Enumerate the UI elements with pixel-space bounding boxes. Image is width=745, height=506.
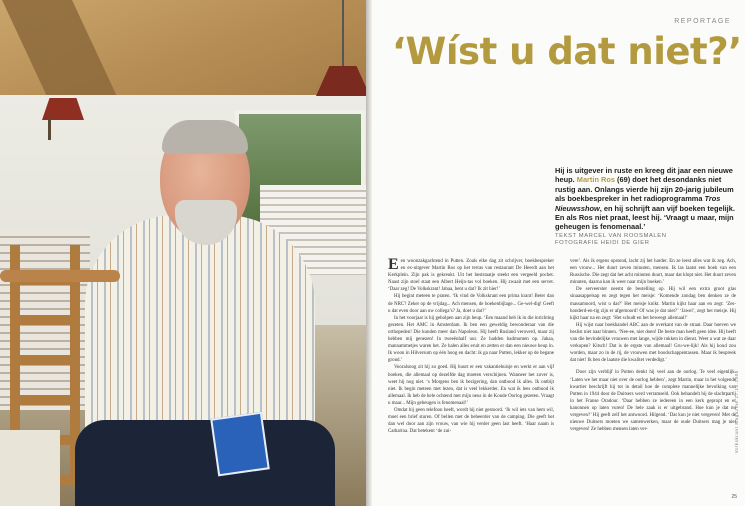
body-paragraph: en woonzakgachtend in Putten. Zoals elke dag zit schrijver, boekbespreker en ex-uitgever Martin Ros op het terras van restaurant De Heerdt aan het Kerkplein. Zijn pak is gekreukt. Uit het beststaatje steekt een vergeeld pochet. Naast zijn stoel staat een Albert Heijn-tas vol boeken. Hij zwaait met een servet. ‘Daar zeg! De Volkskrant! Jahaa, bent u dat? Ik zit hier!’: [388, 259, 554, 293]
man-trousers: [75, 420, 335, 506]
body-paragraph: Hij begint meteen te praten. ‘Ik vind de Volkskrant een prima krant! Beter dan de NRC? Zeker op de vrijdag... Ach mensen, de boekenbijlage... Ge-wel-dig! Geeft u dat even door aan uw collega’s? Ja, doet u dat?’: [388, 294, 554, 314]
article-page: [372, 0, 745, 506]
headline: ‘Wíst u dat niet?’: [392, 30, 742, 73]
drop-cap: E: [388, 256, 399, 273]
section-label: REPORTAGE: [674, 18, 731, 25]
body-paragraph: vere’. Als ik ergens opstond, lacht zij het harder. En ze leest alles wat ik zeg. Ach, een vrouw... Het duurt zeven minuten, mensen. Ik las laatst een boek van een Russische. Die zegt dat het acht minuten duurt, maar dat klopt niet. Het duurt zeven minuten, daarna kan ik weer naar mijn boeken.’: [570, 259, 736, 286]
body-paragraph: Vooralsnog zit hij zo goed. Hij huurt er een vakantiehuisje en werkt er aan vijf boeken, die allemaal op dezelfde dag moeten verschijnen. Wanneer het zover is, weet hij nog niet. ‘s Morgens ben ik bezigering, dan ontbood ik alles. Ik ontbijt niet. Ik begin meteen met lezen, dat is veel lekkerder. En wat ik lees ontbood ik allemaal. Ik heb de hele ochtend met mijn neus in de Koude Oorlog gezeten. Vraagt u maar... Mijn geheugen is fenomenaal!’: [388, 365, 554, 406]
byline-photo: FOTOGRAFIE HEIDI DE GIER: [555, 240, 650, 247]
intro-name: Martin Ros: [576, 175, 615, 185]
body-paragraph: De serveerster neemt de bestelling op. Hij wil een extra groot glas sinaasappelsap en zegt tegen het meisje: ‘Komende zondag ben denken ze de massamoord, wist u dat?’ Het meisje knikt. Martin kijkt haar aan en zegt: ‘Zes-honderd-en-tig zijn er afgemoord! Of was je dat niet?’ ‘Jawel’, zegt het meisje. Hij kijkt haar na en zegt: ‘Het schudt en het beweegt allemaal!’: [570, 287, 736, 321]
article-photo: [0, 0, 368, 506]
body-column-1: [388, 258, 554, 435]
body-paragraph: Omdat hij geen telefoon heeft, wordt hij niet gestoord. ‘Ik wil iets van hem wil, moet een brief sturen. Of bellen met de beheerder van de camping. Die geeft het dan wel door aan zijn vrouw, van wie hij verder geen last heeft. ‘Haar naam is Catharina. Dat betekent ‘de zui-: [388, 407, 554, 435]
intro-program: Tros Nieuwsshow: [555, 194, 721, 213]
body-column-2: [570, 258, 736, 433]
intro-part-1: Hij is uitgever in ruste en kreeg dit jaar een nieuwe heup.: [555, 166, 733, 185]
book-in-hand: [210, 412, 270, 477]
pendant-cord: [342, 0, 344, 68]
man-hair: [162, 120, 248, 154]
intro-lead: [555, 166, 735, 232]
chair-armrest: [0, 270, 120, 282]
table-edge: [0, 430, 60, 506]
body-paragraph: Door zijn verblijf in Putten denkt hij veel aan de oorlog. Te veel eigenlijk. ‘Laten we het maar niet over de oorlog hebben’, zegt Martin, maar in het volgende kwartier beschrijft hij tot in detail hoe de complete mannelijke bevolking van Putten in 1944 door de Duitsers werd verramseld. Ook behandelt hij de slachtpartij in het Franse Oradour. ‘Daar hebben ze iedereen in een kerk gepropt en er kanonnen op laten vuren! De hele zaak is er uitgebrand. Hoe kun je dat nu vergeven?’ Hij geeft zelf het antwoord. Hilgend. ‘Dat kun je niet vergeven! Met de nieuwe Duitsers moeten we samenwerken, maar de oude Duitsers mag je niet vergeven! Ze hebben mensen laten ver-: [570, 370, 736, 433]
body-paragraph: In het voorjaar is hij geholpen aan zijn heup. ‘Een maand heb ik in die inrichting gezeten. Het AMC in Amsterdam. Ik ben een geweldig bewonderaar van die orthopeden! Die kunden meer dan Napoleon. Hij heeft Rusland veroverd, maar zij hebben mij genezen! In tweeënhalf uur. Ze hadden hadmomen op. Jahaa, mannammetjes waren het. Ze halen alles eruit en zetten er dan een nieuwe heup in. Ik woon in Hilversum op één hoog en dacht: ik ga naar Putten, lekker op de begane grond.’: [388, 315, 554, 364]
margin-text: Volkskrant Magazine 27.10.2006: [734, 370, 739, 454]
body-paragraph: Hij wijst naar boekhandel ABC aan de overkant van de straat. Daar hoeven we beslist niet naar binnen. ‘Nee-ee, niet doen! De beste man heeft geen idee. Hij heeft van die bevindelijke vrouwen met lange, wijde rokken in dienst. Weet u wat ze daar verkopen? Kitsch! Dat is de ergste van allemaal! Gru-we-lijk! Als hij koud zou worden, maar zo in de rij, de vrouwen met boodschappentassen. Maar ik bespreek dat niet! Ik ben de laatste die kwalitet verdedigt.’: [570, 322, 736, 364]
byline-text: TEKST MARCEL VAN ROOSMALEN: [555, 233, 667, 239]
page-number: 25: [731, 494, 737, 500]
intro-part-3: , en hij schrijft aan vijf boeken tegelijk. En als Ros niet praat, leest hij. ‘Vraagt u maar, mijn geheugen is fenomenaal.’: [555, 203, 735, 232]
intro-part-2: (69) doet het desondanks niet rustig aan. Onlangs vierde hij zijn 20-jarig jubileum als boekbespreker in het radioprogramma: [555, 175, 734, 204]
byline: [555, 233, 735, 248]
wall-lamp-arm: [48, 118, 60, 140]
